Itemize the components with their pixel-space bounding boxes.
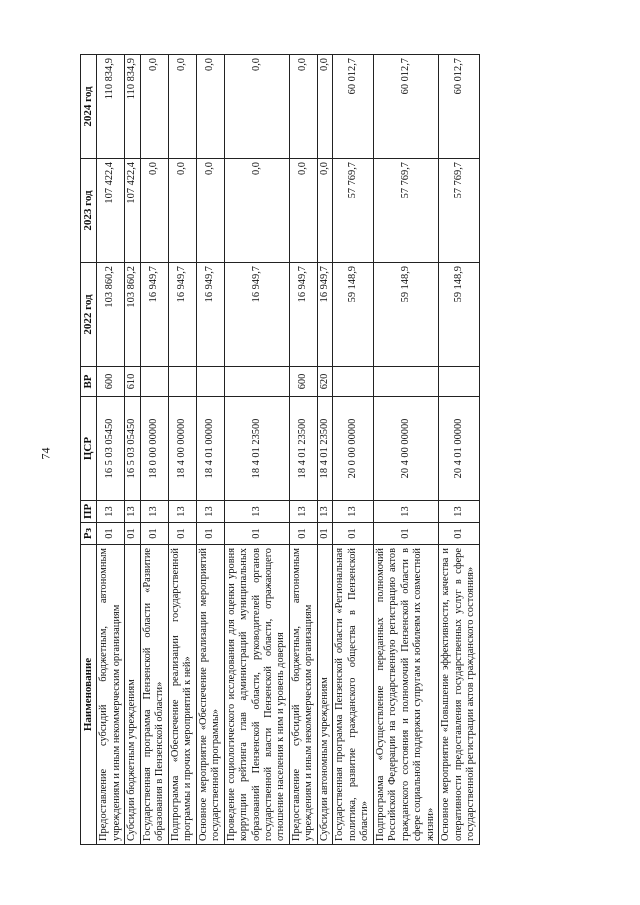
row-name: Подпрограмма «Обеспечение реализации государственной программы и прочих мероприятий к ней» xyxy=(168,545,196,845)
row-2024: 0,0 xyxy=(168,55,196,159)
row-pr: 13 xyxy=(333,501,373,523)
row-2024: 0,0 xyxy=(317,55,332,159)
row-rz: 01 xyxy=(439,523,479,545)
table-row xyxy=(373,55,438,845)
row-2022: 59 148,9 xyxy=(373,263,438,367)
row-2024: 60 012,7 xyxy=(333,55,373,159)
row-2023: 57 769,7 xyxy=(373,159,438,263)
row-vr: 610 xyxy=(125,367,140,397)
row-csr: 20 4 01 00000 xyxy=(439,397,479,501)
row-name: Основное мероприятие «Обеспечение реализации мероприятий государственной программы» xyxy=(196,545,224,845)
row-rz: 01 xyxy=(140,523,168,545)
row-vr xyxy=(224,367,289,397)
row-2024: 60 012,7 xyxy=(439,55,479,159)
row-name: Проведение социологического исследования для оценки уровня коррупции рейтинга глав администраций муниципальных образований Пензенской области, руководителей органов государственной власти Пензенской области, отражающего отношение населения к ним и уровень доверия xyxy=(224,545,289,845)
row-rz: 01 xyxy=(168,523,196,545)
row-2024: 0,0 xyxy=(289,55,317,159)
row-2022: 59 148,9 xyxy=(333,263,373,367)
row-csr: 18 4 01 23500 xyxy=(289,397,317,501)
table-row xyxy=(317,55,332,845)
row-vr xyxy=(196,367,224,397)
table-row xyxy=(333,55,373,845)
row-2022: 16 949,7 xyxy=(289,263,317,367)
row-csr: 20 4 00 00000 xyxy=(373,397,438,501)
row-csr: 16 5 03 05450 xyxy=(97,397,125,501)
row-vr xyxy=(439,367,479,397)
row-vr xyxy=(168,367,196,397)
page-number: 74 xyxy=(38,447,53,460)
header-rz: Рз xyxy=(81,523,97,545)
row-pr: 13 xyxy=(439,501,479,523)
row-2023: 0,0 xyxy=(196,159,224,263)
row-rz: 01 xyxy=(289,523,317,545)
header-vr: ВР xyxy=(81,367,97,397)
row-csr: 18 0 00 00000 xyxy=(140,397,168,501)
row-name: Государственная программа Пензенской области «Региональная политика, развитие гражданского общества в Пензенской области» xyxy=(333,545,373,845)
row-pr: 13 xyxy=(289,501,317,523)
row-2022: 16 949,7 xyxy=(140,263,168,367)
row-vr xyxy=(333,367,373,397)
header-2022: 2022 год xyxy=(81,263,97,367)
row-2024: 0,0 xyxy=(196,55,224,159)
row-name: Основное мероприятие «Повышение эффективности, качества и оперативности предоставления государственных услуг в сфере государственной регистрации актов гражданского состояния» xyxy=(439,545,479,845)
row-2023: 0,0 xyxy=(140,159,168,263)
row-rz: 01 xyxy=(125,523,140,545)
row-csr: 16 5 03 05450 xyxy=(125,397,140,501)
header-csr: ЦСР xyxy=(81,397,97,501)
budget-table xyxy=(80,54,480,845)
row-name: Предоставление субсидий бюджетным, автономным учреждениям и иным некоммерческим организациям xyxy=(289,545,317,845)
row-2022: 16 949,7 xyxy=(317,263,332,367)
row-2022: 16 949,7 xyxy=(224,263,289,367)
row-2022: 103 860,2 xyxy=(97,263,125,367)
row-2022: 59 148,9 xyxy=(439,263,479,367)
row-2024: 110 834,9 xyxy=(97,55,125,159)
row-2022: 16 949,7 xyxy=(196,263,224,367)
row-rz: 01 xyxy=(224,523,289,545)
row-pr: 13 xyxy=(373,501,438,523)
row-2024: 0,0 xyxy=(140,55,168,159)
row-name: Государственная программа Пензенской области «Развитие образования в Пензенской области» xyxy=(140,545,168,845)
row-2023: 0,0 xyxy=(168,159,196,263)
table-row xyxy=(140,55,168,845)
row-vr: 620 xyxy=(317,367,332,397)
row-2024: 0,0 xyxy=(224,55,289,159)
row-csr: 18 4 01 00000 xyxy=(196,397,224,501)
table-row xyxy=(97,55,125,845)
row-vr: 600 xyxy=(289,367,317,397)
row-vr xyxy=(373,367,438,397)
row-name: Субсидии бюджетным учреждениям xyxy=(125,545,140,845)
row-rz: 01 xyxy=(196,523,224,545)
row-pr: 13 xyxy=(196,501,224,523)
row-2024: 60 012,7 xyxy=(373,55,438,159)
row-2023: 0,0 xyxy=(317,159,332,263)
row-vr xyxy=(140,367,168,397)
row-pr: 13 xyxy=(224,501,289,523)
row-csr: 18 4 01 23500 xyxy=(317,397,332,501)
row-pr: 13 xyxy=(97,501,125,523)
table-header-row xyxy=(81,55,97,845)
table-row xyxy=(289,55,317,845)
header-2024: 2024 год xyxy=(81,55,97,159)
row-csr: 18 4 01 23500 xyxy=(224,397,289,501)
row-csr: 18 4 00 00000 xyxy=(168,397,196,501)
row-pr: 13 xyxy=(140,501,168,523)
row-csr: 20 0 00 00000 xyxy=(333,397,373,501)
row-2023: 57 769,7 xyxy=(333,159,373,263)
table-row xyxy=(224,55,289,845)
row-name: Подпрограмма «Осуществление переданных полномочий Российской Федерации на государственную регистрацию актов гражданского состояния и полномочий Пензенской области в сфере социальной поддержки супругам к юбилеям их совместной жизни» xyxy=(373,545,438,845)
row-name: Субсидии автономным учреждениям xyxy=(317,545,332,845)
row-rz: 01 xyxy=(333,523,373,545)
header-name: Наименование xyxy=(81,545,97,845)
row-2024: 110 834,9 xyxy=(125,55,140,159)
row-vr: 600 xyxy=(97,367,125,397)
row-rz: 01 xyxy=(97,523,125,545)
rotated-table-container xyxy=(80,55,530,845)
row-2023: 57 769,7 xyxy=(439,159,479,263)
table-row xyxy=(125,55,140,845)
row-name: Предоставление субсидий бюджетным, автономным учреждениям и иным некоммерческим организациям xyxy=(97,545,125,845)
row-2023: 107 422,4 xyxy=(97,159,125,263)
header-2023: 2023 год xyxy=(81,159,97,263)
row-2022: 103 860,2 xyxy=(125,263,140,367)
row-rz: 01 xyxy=(317,523,332,545)
row-2023: 0,0 xyxy=(224,159,289,263)
table-row xyxy=(439,55,479,845)
row-2023: 0,0 xyxy=(289,159,317,263)
row-pr: 13 xyxy=(317,501,332,523)
row-2022: 16 949,7 xyxy=(168,263,196,367)
row-pr: 13 xyxy=(168,501,196,523)
row-2023: 107 422,4 xyxy=(125,159,140,263)
table-row xyxy=(196,55,224,845)
table-row xyxy=(168,55,196,845)
row-rz: 01 xyxy=(373,523,438,545)
row-pr: 13 xyxy=(125,501,140,523)
header-pr: ПР xyxy=(81,501,97,523)
